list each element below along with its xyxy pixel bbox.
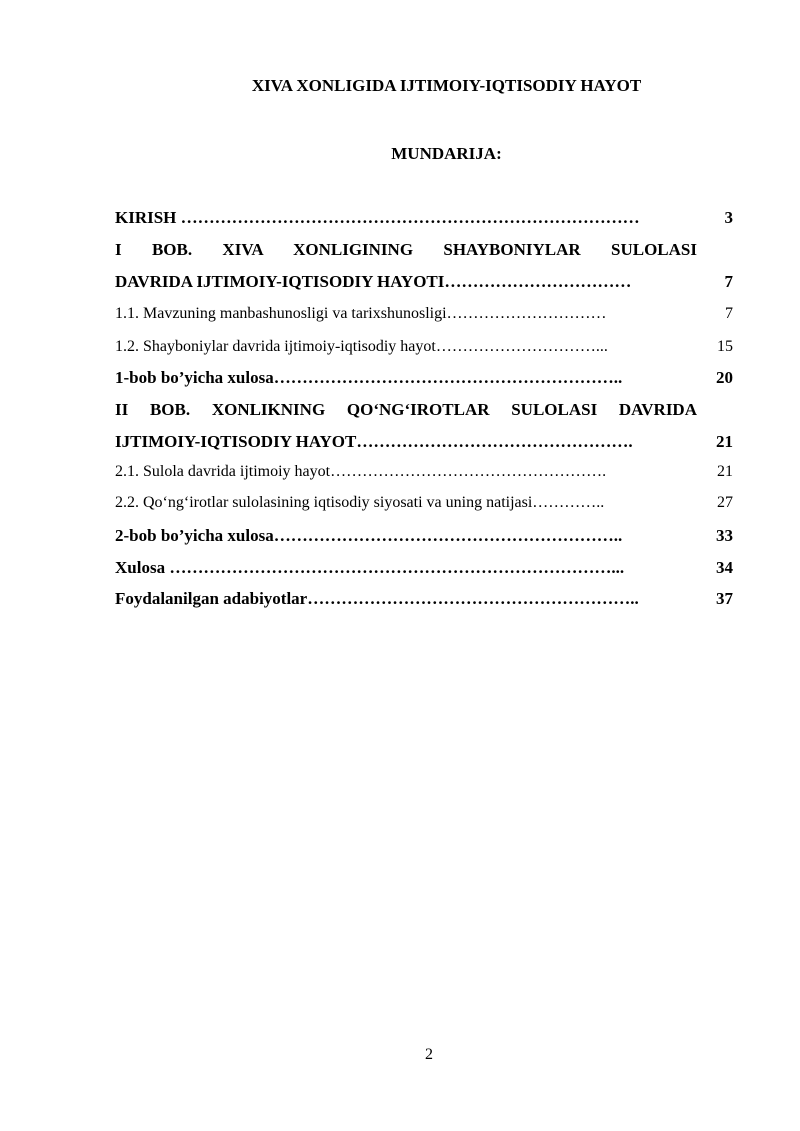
toc-entry-text: Foydalanilgan adabiyotlar………………………………………………….. (115, 589, 639, 608)
toc-entry-text-line1: I BOB. XIVA XONLIGINING SHAYBONIYLAR SULOLASI (115, 240, 697, 259)
toc-entry-text: 1-bob bo’yicha xulosa…………………………………………………….. (115, 368, 623, 387)
toc-entry-text: 1.2. Shayboniylar davrida ijtimoiy-iqtisodiy hayot…………………………... (115, 338, 608, 355)
toc-entry-page: 21 (716, 432, 733, 451)
toc-entry-text-line1: II BOB. XONLIKNING QO‘NG‘IROTLAR SULOLASI DAVRIDA (115, 400, 697, 419)
toc-entry-page: 3 (724, 208, 733, 227)
toc-entry-page: 7 (724, 272, 733, 291)
toc-entry-page: 20 (716, 368, 733, 387)
toc-entry-text: 2.1. Sulola davrida ijtimoiy hayot……………………………………………. (115, 463, 607, 480)
toc-entry-text: 2.2. Qo‘ng‘irotlar sulolasining iqtisodiy siyosati va uning natijasi………….. (115, 494, 605, 511)
toc-entry-text-line2: IJTIMOIY-IQTISODIY HAYOT…………………………………………. (115, 432, 633, 451)
toc-entry-page: 33 (716, 526, 733, 545)
toc-entry-text: 2-bob bo’yicha xulosa…………………………………………………….. (115, 526, 623, 545)
toc-entry-page: 15 (717, 338, 733, 355)
toc-heading: MUNDARIJA: (391, 144, 502, 163)
toc-entry-text-line2: DAVRIDA IJTIMOIY-IQTISODIY HAYOTI…………………………… (115, 272, 632, 291)
toc-entry-page: 34 (716, 558, 733, 577)
page-number: 2 (425, 1046, 433, 1063)
document-title: XIVA XONLIGIDA IJTIMOIY-IQTISODIY HAYOT (251, 76, 642, 95)
toc-entry-page: 27 (717, 494, 733, 511)
toc-entry-page: 37 (716, 589, 733, 608)
toc-entry-text: KIRISH ……………………………………………………………………… (115, 208, 640, 227)
toc-entry-page: 21 (717, 463, 733, 480)
toc-entry-text: 1.1. Mavzuning manbashunosligi va tarixshunosligi………………………… (115, 305, 607, 322)
toc-entry-text: Xulosa ……………………………………………………………………... (115, 558, 625, 577)
toc-entry-page: 7 (725, 305, 733, 322)
